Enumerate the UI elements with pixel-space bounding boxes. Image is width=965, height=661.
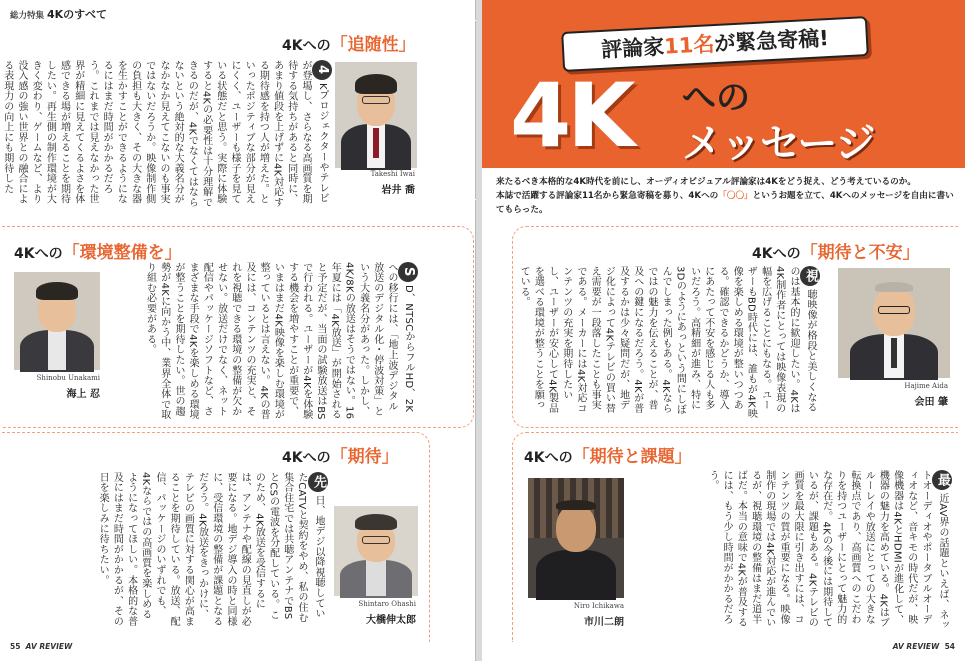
photo-ohashi (334, 506, 418, 596)
section-body-ichikawa: 最近AV界の話題といえば、ネットオーディオやポータブルオーディオなど、音キモの時代だが、映像機器は4KとHDMIが進化して、機器の魅力を高めている。4Kはブルーレイや放送にとっての大きな転換点であり、高画質へのこだわりを持つユーザーにとって魅力的な存在だ。4Kの今後には期待しているが、課題もある。4Kテレビの画質を最大限に引き出すには、コンテンツの質が重要になる。映像制作の現場では4K対応が進んでいるが、視聴環境の整備はまだ道半ばだ。本当の意味で4Kが普及するには、もう少し時間がかかるだろう。 (706, 470, 950, 631)
title-banner (482, 0, 965, 168)
page-footer-left: 55 AV REVIEW (10, 642, 73, 651)
feature-header: 総力特集 4Kのすべて (10, 8, 107, 21)
section-heading-tsuizuisei: 4Kへの「追随性」 (282, 35, 416, 55)
section-body-aida: 視聴映像が格段と美しくなるのは基本的に歓迎したい。4Kは4K制作者にとっては映像表現の幅を広げることにもなる。ユーザーもBD時代には、誰もが4K映像を楽しめる環境が整いつつある。確認できるかどうか、導入にあたって不安を感じる人も多いだろう。高精細が進み、特に3Dのようにあっという間にしぼんでしまった例もある。4Kならではの魅力を伝えることが、普及への鍵になるだろう。4Kが普及するかは少々疑問だが、地デジ化によって4Kテレビの買い替え需要が一段落したことも事実である。メーカーには4K対応コンテンツの充実を期待したいし、ユーザーが安心して4K製品を選べる環境が整うことを願っている。 (518, 266, 818, 419)
subtitle-ribbon: 評論家11名が緊急寄稿! (561, 16, 869, 72)
main-title: 4K への メッセージ (510, 64, 875, 167)
section-body-ohashi: 先日、地デジ以降視聴していたCATVと契約をやめ、私の住む集合住宅では共聴アンテナでBSとCSの電波を分配している。このため、4K放送を受信するには、アンテナや配線の見直しが必要になる。地デジ導入の時と同様に、受信環境の整備が課題となるだろう。4K放送をきっかけに、テレビの画質に対する関心が高まることを期待している。放送、配信、パッケージのいずれでも、4Kならではの高画質を楽しめるようになってほしい。本格的な普及にはまだ時間がかかるが、その日を楽しみに待ちたい。 (97, 472, 326, 627)
lead-text: 来たるべき本格的な4K時代を前にし、オーディオビジュアル評論家は4Kをどう捉え、どう考えているのか。 本誌で活躍する評論家11名から緊急寄稿を募り、4Kへの「〇〇」というお題を立て、4Kへのメッセージを自由に書いてもらった。 (496, 177, 954, 215)
page-footer-right: AV REVIEW 54 (892, 642, 955, 651)
section-heading-kitai-to-fuan: 4Kへの「期待と不安」 (752, 243, 920, 263)
caption-iwai: Takeshi Iwai 岩井 喬 (370, 170, 415, 196)
section-body-iwai: 4Kプロジェクターやテレビが登場し、さらなる高画質を期待する気持ちがあると同時に、あまり値段を上げずに4K対応する期待感を持つ人が増えた。といったポジティブな部分が見えにくく、ユーザーも様子を見ている状態だと思う。実際に体験すると4Kの必要性は十分理解できるのだが、4Kでなくてはならないという絶対的な大義名分がなかなか見えてこないのも事実ではないだろうか。映像制作側の負担も大きく、その大きな器を生かすことができるようになるにはまだ時間がかかるだろう。これまでは見えなかった世界が精細に見えてくるよさを体感できる場が増えることを期待したい。再生側の制作環境が大きく変わり、ゲームなど、より没入感の強い世界との融合による表現力の向上にも期待した (1, 60, 330, 208)
section-heading-kitai: 4Kへの「期待」 (282, 447, 399, 467)
caption-aida: Hajime Aida 会田 肇 (904, 382, 948, 408)
section-frame (420, 20, 476, 200)
caption-ichikawa: Niro Ichikawa 市川二朗 (573, 602, 624, 628)
section-body-unakami: SD、NTSCからフルHD、2Kへの移行には、「地上波デジタル放送のデジタル化・停波対策」という大義名分があった。しかし、4K/8Kの放送はそうではない。16年夏には「4K放送」が開始されると予定だが、当面の試験放送はBSで行われる。ユーザーが4Kを体験する機会を増やすことが重要で、いまはまだ4K映像を楽しむ環境が整っているとは言えない。4Kの普及には、コンテンツの充実と、それを視聴できる環境の整備が欠かせない。放送だけでなく、ネット配信やパッケージソフトなど、さまざまな手段で4Kを楽しめる環境が整うことを期待したい。世の趨勢が4Kに向かう中、業界全体で取り組む必要がある。 (144, 262, 416, 420)
section-heading-kankyo: 4Kへの「環境整備を」 (14, 243, 182, 263)
left-page (0, 0, 476, 661)
section-heading-kitai-to-kadai: 4Kへの「期待と課題」 (524, 447, 692, 467)
photo-unakami (14, 272, 100, 370)
caption-unakami: Shinobu Unakami 海上 忍 (36, 374, 100, 400)
photo-iwai (335, 62, 417, 168)
photo-aida (838, 268, 950, 378)
caption-ohashi: Shintaro Ohashi 大橋伸太郎 (358, 600, 416, 626)
feature-title: 4Kのすべて (46, 8, 107, 21)
photo-ichikawa (528, 478, 624, 598)
